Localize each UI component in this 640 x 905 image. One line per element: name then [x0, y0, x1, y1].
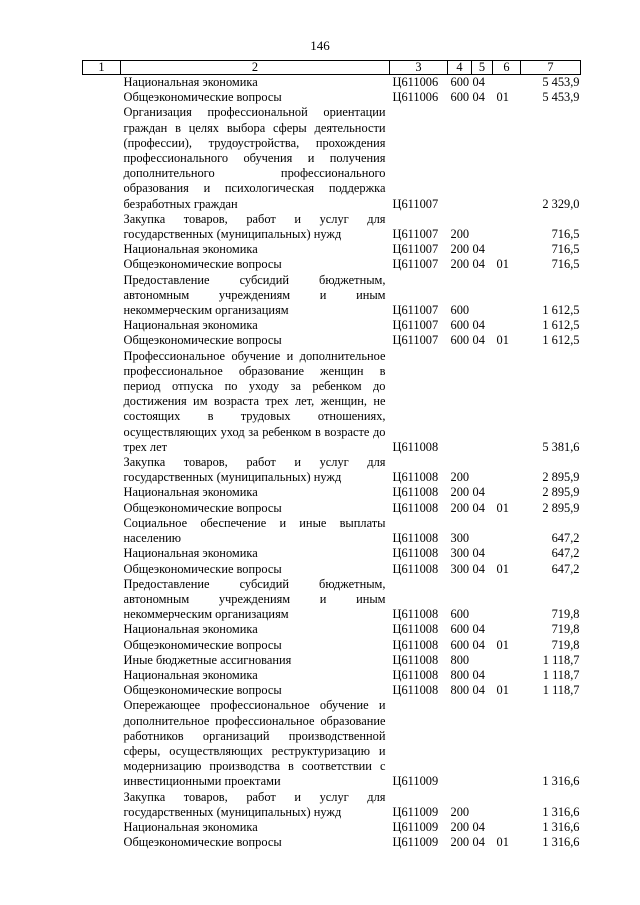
row-amount: 2 895,9 — [542, 485, 580, 500]
row-name: Опережающее профессиональное обучение и дополнительное профессиональное образование работников организаций производственной сферы, осуществляющих реструктуризацию и модернизацию производства в соответствии с инвестиционными проектами — [123, 698, 386, 789]
row-name: Предоставление субсидий бюджетным, автономным учреждениям и иным некоммерческим организациям — [123, 272, 386, 318]
row-expense-type: 200 — [450, 804, 470, 819]
row-target-code: Ц611008 — [392, 500, 439, 515]
table-row — [83, 577, 581, 623]
row-subsection: 01 — [496, 500, 509, 515]
row-subsection: 01 — [496, 90, 509, 105]
row-target-code: Ц611008 — [392, 546, 439, 561]
row-subsection — [493, 577, 521, 623]
row-amount: 716,5 — [551, 227, 580, 242]
row-subsection — [493, 349, 521, 455]
row-amount: 2 895,9 — [542, 500, 580, 515]
row-name: Национальная экономика — [123, 622, 258, 637]
row-expense-type: 600 — [450, 622, 470, 637]
row-amount: 5 381,6 — [542, 439, 580, 454]
row-target-code: Ц611008 — [392, 485, 439, 500]
row-target-code: Ц611008 — [392, 622, 439, 637]
row-amount: 647,2 — [551, 561, 580, 576]
spacer-cell — [83, 455, 121, 485]
row-section: 04 — [472, 90, 485, 105]
row-expense-type: 800 — [450, 667, 470, 682]
row-subsection — [493, 622, 521, 637]
row-name: Закупка товаров, работ и услуг для государственных (муниципальных) нужд — [123, 789, 386, 819]
spacer-cell — [83, 577, 121, 623]
row-name: Национальная экономика — [123, 242, 258, 257]
row-name: Общеэкономические вопросы — [123, 90, 282, 105]
row-section: 04 — [472, 75, 485, 89]
row-expense-type: 300 — [450, 546, 470, 561]
table-row — [83, 485, 581, 500]
row-expense-type: 300 — [450, 561, 470, 576]
row-name: Иные бюджетные ассигнования — [123, 652, 292, 667]
row-expense-type — [448, 698, 472, 789]
row-target-code: Ц611008 — [392, 652, 439, 667]
row-target-code: Ц611007 — [392, 257, 439, 272]
row-name: Общеэкономические вопросы — [123, 683, 282, 698]
row-amount: 1 118,7 — [542, 667, 580, 682]
row-subsection: 01 — [496, 637, 509, 652]
table-row — [83, 546, 581, 561]
row-section — [472, 577, 493, 623]
row-target-code: Ц611009 — [392, 804, 439, 819]
row-amount: 1 316,6 — [542, 774, 580, 789]
row-amount: 1 612,5 — [542, 318, 580, 333]
row-expense-type: 600 — [450, 318, 470, 333]
spacer-cell — [83, 683, 121, 698]
row-section — [472, 516, 493, 546]
row-amount: 1 316,6 — [542, 819, 580, 834]
row-expense-type — [448, 349, 472, 455]
row-amount: 716,5 — [551, 242, 580, 257]
spacer-cell — [83, 698, 121, 789]
table-row — [83, 501, 581, 516]
spacer-cell — [83, 75, 121, 91]
row-subsection — [493, 698, 521, 789]
table-row — [83, 698, 581, 789]
spacer-cell — [83, 257, 121, 272]
spacer-cell — [83, 668, 121, 683]
row-subsection — [493, 820, 521, 835]
row-subsection: 01 — [496, 683, 509, 698]
spacer-cell — [83, 501, 121, 516]
row-subsection — [493, 318, 521, 333]
row-expense-type: 200 — [450, 242, 470, 257]
row-amount: 719,8 — [551, 622, 580, 637]
row-target-code: Ц611008 — [392, 683, 439, 698]
row-expense-type: 200 — [450, 819, 470, 834]
row-expense-type: 200 — [450, 470, 470, 485]
table-row — [83, 516, 581, 546]
row-target-code: Ц611006 — [392, 75, 439, 89]
table-row — [83, 455, 581, 485]
row-target-code: Ц611007 — [392, 333, 439, 348]
row-amount: 716,5 — [551, 257, 580, 272]
table-row — [83, 318, 581, 333]
spacer-cell — [83, 349, 121, 455]
row-name: Общеэкономические вопросы — [123, 561, 282, 576]
row-amount: 1 118,7 — [542, 683, 580, 698]
row-amount: 1 316,6 — [542, 835, 580, 850]
row-target-code: Ц611007 — [392, 196, 439, 211]
row-subsection — [493, 653, 521, 668]
column-header: 6 — [493, 61, 521, 75]
row-section: 04 — [472, 242, 485, 257]
spacer-cell — [83, 790, 121, 820]
row-subsection — [493, 75, 521, 91]
table-row — [83, 668, 581, 683]
row-name: Национальная экономика — [123, 546, 258, 561]
row-section — [472, 212, 493, 242]
spacer-cell — [83, 546, 121, 561]
row-amount: 647,2 — [551, 531, 580, 546]
row-name: Профессиональное обучение и дополнительное профессиональное образование женщин в период отпуска по уходу за ребенком до достижения им возраста трех лет, женщин, не состоящих в трудовых отношениях, осуществляющих уход за ребенком в возрасте до трех лет — [123, 348, 386, 454]
spacer-cell — [83, 835, 121, 850]
row-target-code: Ц611009 — [392, 774, 439, 789]
row-expense-type: 200 — [450, 257, 470, 272]
row-expense-type: 200 — [450, 835, 470, 850]
row-section — [472, 790, 493, 820]
row-amount: 5 453,9 — [542, 90, 580, 105]
row-subsection — [493, 212, 521, 242]
row-name: Общеэкономические вопросы — [123, 500, 282, 515]
row-subsection: 01 — [496, 333, 509, 348]
row-subsection: 01 — [496, 835, 509, 850]
spacer-cell — [83, 273, 121, 319]
row-section — [472, 455, 493, 485]
row-target-code: Ц611007 — [392, 242, 439, 257]
row-section: 04 — [472, 318, 485, 333]
row-name: Национальная экономика — [123, 75, 258, 89]
row-subsection: 01 — [496, 257, 509, 272]
table-row — [83, 75, 581, 91]
table-row — [83, 90, 581, 105]
spacer-cell — [83, 622, 121, 637]
table-row — [83, 790, 581, 820]
row-subsection — [493, 242, 521, 257]
table-row — [83, 242, 581, 257]
column-header: 7 — [521, 61, 581, 75]
row-section: 04 — [472, 637, 485, 652]
row-section: 04 — [472, 683, 485, 698]
row-target-code: Ц611009 — [392, 819, 439, 834]
row-name: Закупка товаров, работ и услуг для государственных (муниципальных) нужд — [123, 455, 386, 485]
spacer-cell — [83, 820, 121, 835]
row-name: Национальная экономика — [123, 667, 258, 682]
row-expense-type: 600 — [450, 637, 470, 652]
row-expense-type: 600 — [450, 303, 470, 318]
row-section — [472, 653, 493, 668]
row-subsection — [493, 273, 521, 319]
row-name: Общеэкономические вопросы — [123, 637, 282, 652]
row-section — [472, 698, 493, 789]
column-header: 2 — [121, 61, 390, 75]
row-subsection — [493, 546, 521, 561]
row-expense-type: 600 — [450, 607, 470, 622]
table-body — [83, 75, 581, 851]
spacer-cell — [83, 653, 121, 668]
row-target-code: Ц611008 — [392, 531, 439, 546]
table-row — [83, 835, 581, 850]
row-name: Общеэкономические вопросы — [123, 835, 282, 850]
row-section: 04 — [472, 561, 485, 576]
row-section: 04 — [472, 819, 485, 834]
row-expense-type: 600 — [450, 75, 470, 89]
row-subsection — [493, 485, 521, 500]
row-amount: 719,8 — [551, 607, 580, 622]
row-section: 04 — [472, 546, 485, 561]
spacer-cell — [83, 333, 121, 348]
row-expense-type: 800 — [450, 683, 470, 698]
row-name: Организация профессиональной ориентации граждан в целях выбора сферы деятельности (профессии), трудоустройства, прохождения профессионального обучения и получения дополнительного профессионального образования и психологическая поддержка безработных граждан — [123, 105, 386, 211]
row-amount: 1 118,7 — [542, 652, 580, 667]
table-row — [83, 257, 581, 272]
row-section — [472, 105, 493, 211]
row-amount: 2 329,0 — [542, 196, 580, 211]
row-name: Общеэкономические вопросы — [123, 333, 282, 348]
table-row — [83, 212, 581, 242]
row-section — [472, 349, 493, 455]
row-target-code: Ц611008 — [392, 561, 439, 576]
row-subsection: 01 — [496, 561, 509, 576]
table-row — [83, 333, 581, 348]
row-subsection — [493, 516, 521, 546]
spacer-cell — [83, 638, 121, 653]
row-target-code: Ц611008 — [392, 667, 439, 682]
row-amount: 719,8 — [551, 637, 580, 652]
row-expense-type: 600 — [450, 90, 470, 105]
row-target-code: Ц611007 — [392, 303, 439, 318]
row-subsection — [493, 455, 521, 485]
row-subsection — [493, 790, 521, 820]
row-expense-type — [448, 105, 472, 211]
row-name: Закупка товаров, работ и услуг для государственных (муниципальных) нужд — [123, 211, 386, 242]
table-row — [83, 638, 581, 653]
row-subsection — [493, 668, 521, 683]
row-name: Национальная экономика — [123, 485, 258, 500]
spacer-cell — [83, 516, 121, 546]
row-section: 04 — [472, 667, 485, 682]
row-target-code: Ц611008 — [392, 607, 439, 622]
row-expense-type: 200 — [450, 485, 470, 500]
row-expense-type: 200 — [450, 227, 470, 242]
page-number: 146 — [310, 38, 330, 53]
row-amount: 647,2 — [551, 546, 580, 561]
row-section: 04 — [472, 622, 485, 637]
row-target-code: Ц611006 — [392, 90, 439, 105]
row-section: 04 — [472, 500, 485, 515]
column-header: 5 — [472, 61, 493, 75]
row-name: Национальная экономика — [123, 819, 258, 834]
table-row — [83, 562, 581, 577]
row-section: 04 — [472, 835, 485, 850]
spacer-cell — [83, 562, 121, 577]
spacer-cell — [83, 485, 121, 500]
spacer-cell — [83, 105, 121, 211]
row-subsection — [493, 105, 521, 211]
row-expense-type: 300 — [450, 531, 470, 546]
row-target-code: Ц611009 — [392, 835, 439, 850]
spacer-cell — [83, 242, 121, 257]
row-name: Социальное обеспечение и иные выплаты населению — [123, 515, 386, 546]
row-section: 04 — [472, 333, 485, 348]
spacer-cell — [83, 212, 121, 242]
column-header: 4 — [448, 61, 472, 75]
table-row — [83, 273, 581, 319]
table-row — [83, 820, 581, 835]
spacer-cell — [83, 90, 121, 105]
row-amount: 5 453,9 — [542, 75, 580, 89]
row-expense-type: 200 — [450, 500, 470, 515]
row-amount: 1 612,5 — [542, 333, 580, 348]
row-target-code: Ц611007 — [392, 227, 439, 242]
table-row — [83, 349, 581, 455]
table-row — [83, 622, 581, 637]
row-target-code: Ц611008 — [392, 470, 439, 485]
row-target-code: Ц611007 — [392, 318, 439, 333]
row-expense-type: 800 — [450, 652, 470, 667]
row-amount: 1 316,6 — [542, 804, 580, 819]
column-header-row — [83, 61, 581, 75]
row-amount: 1 612,5 — [542, 303, 580, 318]
row-target-code: Ц611008 — [392, 439, 439, 454]
row-target-code: Ц611008 — [392, 637, 439, 652]
row-amount: 2 895,9 — [542, 470, 580, 485]
column-header: 3 — [390, 61, 448, 75]
spacer-cell — [83, 318, 121, 333]
row-section — [472, 273, 493, 319]
column-header: 1 — [83, 61, 121, 75]
row-expense-type: 600 — [450, 333, 470, 348]
row-name: Общеэкономические вопросы — [123, 257, 282, 272]
table-row — [83, 653, 581, 668]
budget-table — [82, 60, 581, 850]
table-row — [83, 683, 581, 698]
row-section: 04 — [472, 257, 485, 272]
row-name: Национальная экономика — [123, 318, 258, 333]
table-row — [83, 105, 581, 211]
row-name: Предоставление субсидий бюджетным, автономным учреждениям и иным некоммерческим организациям — [123, 576, 386, 622]
row-section: 04 — [472, 485, 485, 500]
